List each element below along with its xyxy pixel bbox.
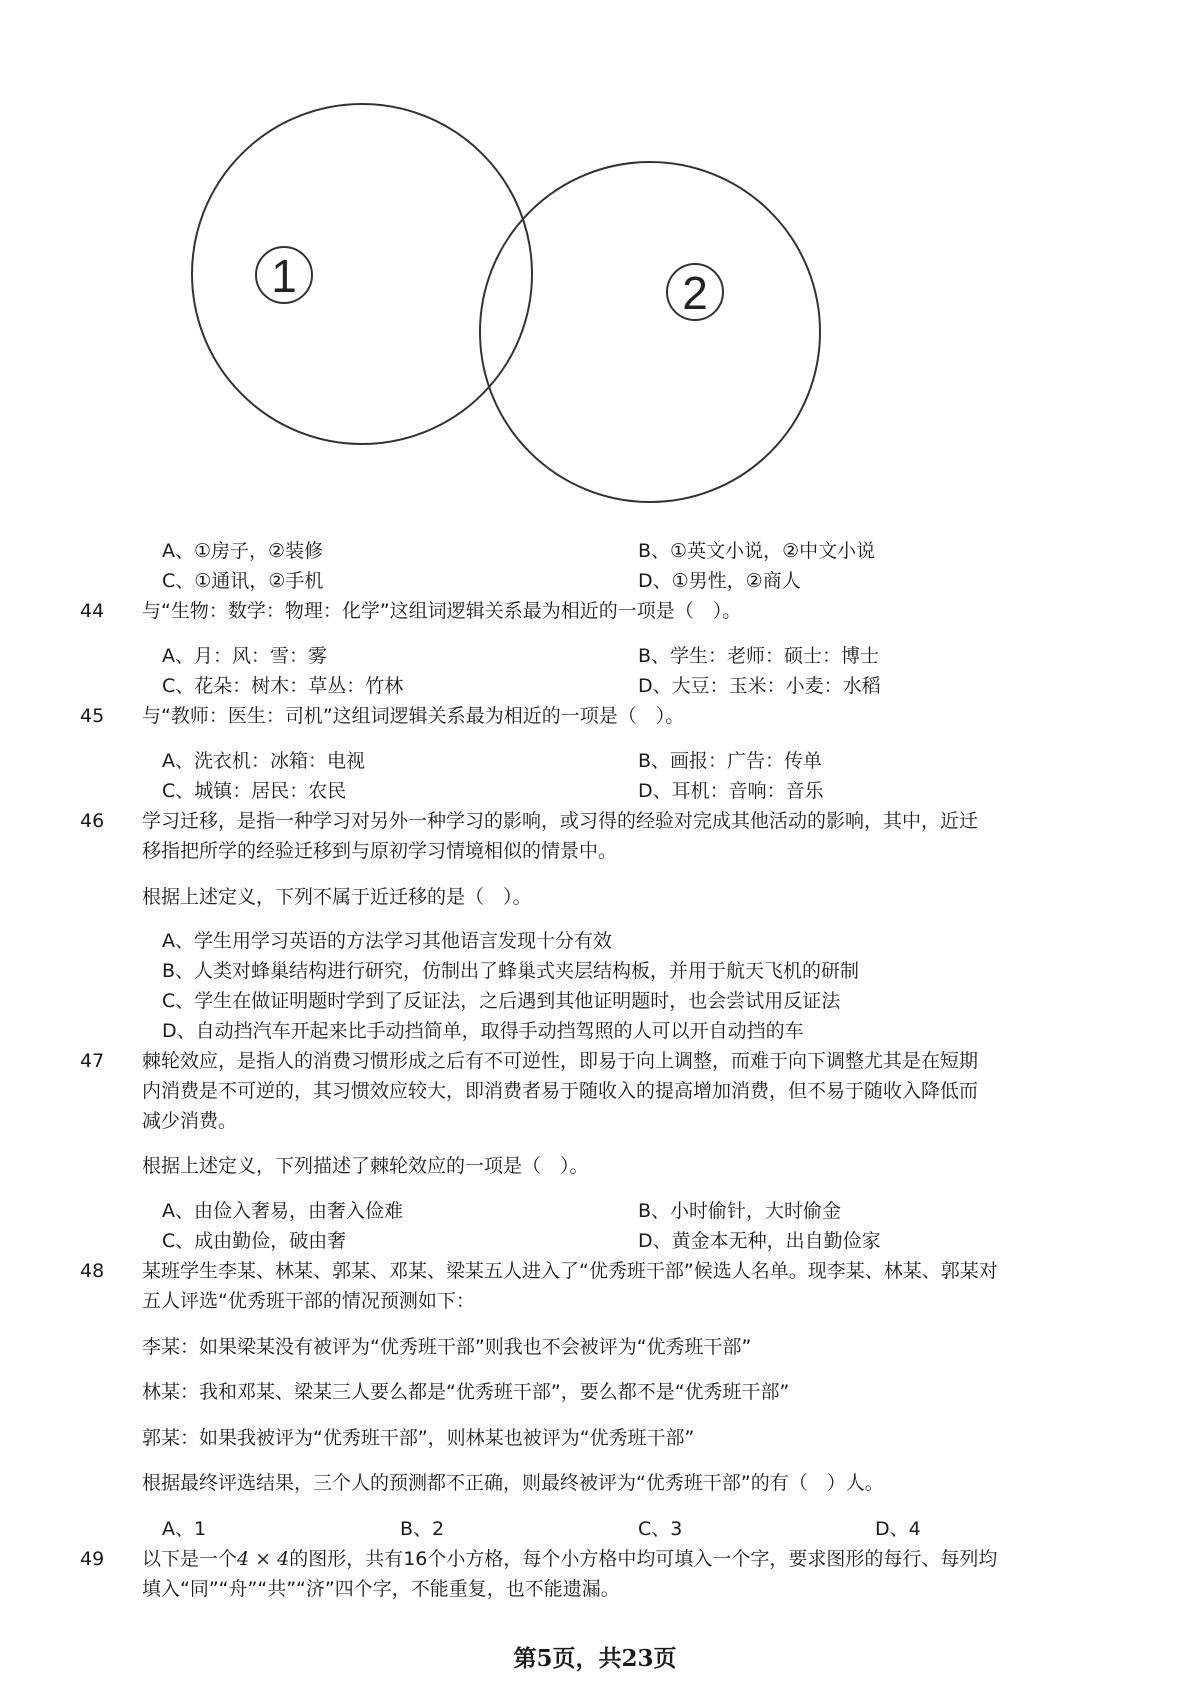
q46-number: 46 — [80, 810, 105, 832]
label-2: 2 — [682, 267, 708, 319]
q48-number: 48 — [80, 1260, 105, 1282]
q45-option-d[interactable]: D、耳机：音响：音乐 — [638, 780, 824, 802]
venn-diagram — [0, 0, 1190, 520]
q45-text: 与“教师：医生：司机”这组词逻辑关系最为相近的一项是（ ）。 — [142, 705, 685, 727]
q43-option-a[interactable]: A、①房子，②装修 — [162, 540, 324, 562]
q47-number: 47 — [80, 1050, 105, 1072]
q47-prompt: 根据上述定义，下列描述了棘轮效应的一项是（ ）。 — [142, 1155, 589, 1177]
q44-option-d[interactable]: D、大豆：玉米：小麦：水稻 — [638, 675, 881, 697]
q47-option-c[interactable]: C、成由勤俭，破由奢 — [162, 1230, 347, 1252]
q46-text-line1: 学习迁移，是指一种学习对另外一种学习的影响，或习得的经验对完成其他活动的影响，其中，近迁 — [142, 810, 979, 832]
q48-prompt: 根据最终评选结果，三个人的预测都不正确，则最终被评为“优秀班干部”的有（ ）人。 — [142, 1472, 884, 1494]
q46-option-c[interactable]: C、学生在做证明题时学到了反证法，之后遇到其他证明题时，也会尝试用反证法 — [162, 990, 841, 1012]
q44-option-a[interactable]: A、月：风：雪：雾 — [162, 645, 327, 667]
q49-math-grid-size: 4 × 4 — [237, 1548, 290, 1570]
q44-text: 与“生物：数学：物理：化学”这组词逻辑关系最为相近的一项是（ ）。 — [142, 600, 742, 622]
q48-option-a[interactable]: A、1 — [162, 1518, 207, 1540]
q46-prompt: 根据上述定义，下列不属于近迁移的是（ ）。 — [142, 886, 532, 908]
q43-option-b[interactable]: B、①英文小说，②中文小说 — [638, 540, 876, 562]
q48-text-line2: 五人评选“优秀班干部的情况预测如下： — [142, 1290, 475, 1312]
q46-option-a[interactable]: A、学生用学习英语的方法学习其他语言发现十分有效 — [162, 930, 612, 952]
q44-option-b[interactable]: B、学生：老师：硕士：博士 — [638, 645, 880, 667]
q49-number: 49 — [80, 1548, 105, 1570]
q47-text-line3: 减少消费。 — [142, 1110, 238, 1132]
q48-option-b[interactable]: B、2 — [400, 1518, 445, 1540]
page-footer: 第5页，共23页 — [513, 1645, 677, 1672]
q48-option-c[interactable]: C、3 — [638, 1518, 683, 1540]
circle-2 — [480, 162, 820, 502]
q44-option-c[interactable]: C、花朵：树木：草丛：竹林 — [162, 675, 404, 697]
q48-text-line1: 某班学生李某、林某、郭某、邓某、梁某五人进入了“优秀班干部”候选人名单。现李某、林某、郭某对 — [142, 1260, 998, 1282]
q49-text-line2: 填入“同”“舟”“共”“济”四个字，不能重复，也不能遗漏。 — [142, 1578, 620, 1600]
q49-text-pre: 以下是一个 — [142, 1548, 238, 1570]
q46-text-line2: 移指把所学的经验迁移到与原初学习情境相似的情景中。 — [142, 840, 618, 862]
q43-option-d[interactable]: D、①男性，②商人 — [638, 570, 801, 592]
q49-text-line1 — [142, 1546, 997, 1572]
q47-option-a[interactable]: A、由俭入奢易，由奢入俭难 — [162, 1200, 403, 1222]
q43-option-c[interactable]: C、①通讯，②手机 — [162, 570, 324, 592]
label-1: 1 — [271, 250, 297, 302]
q48-statement-lin: 林某：我和邓某、梁某三人要么都是“优秀班干部”，要么都不是“优秀班干部” — [142, 1381, 790, 1403]
q48-option-d[interactable]: D、4 — [875, 1518, 921, 1540]
q48-statement-li: 李某：如果梁某没有被评为“优秀班干部”则我也不会被评为“优秀班干部” — [142, 1336, 752, 1358]
q49-text-post: 的图形，共有16个小方格，每个小方格中均可填入一个字，要求图形的每行、每列均 — [289, 1548, 998, 1570]
q45-number: 45 — [80, 705, 105, 727]
q48-statement-guo: 郭某：如果我被评为“优秀班干部”，则林某也被评为“优秀班干部” — [142, 1427, 695, 1449]
q47-option-b[interactable]: B、小时偷针，大时偷金 — [638, 1200, 842, 1222]
q45-option-a[interactable]: A、洗衣机：冰箱：电视 — [162, 750, 365, 772]
circle-1 — [192, 104, 532, 444]
q46-option-b[interactable]: B、人类对蜂巢结构进行研究，仿制出了蜂巢式夹层结构板，并用于航天飞机的研制 — [162, 960, 860, 982]
q44-number: 44 — [80, 600, 105, 622]
q47-text-line2: 内消费是不可逆的，其习惯效应较大，即消费者易于随收入的提高增加消费，但不易于随收入降低而 — [142, 1080, 979, 1102]
q45-option-c[interactable]: C、城镇：居民：农民 — [162, 780, 347, 802]
q45-option-b[interactable]: B、画报：广告：传单 — [638, 750, 823, 772]
q47-option-d[interactable]: D、黄金本无种，出自勤俭家 — [638, 1230, 881, 1252]
q47-text-line1: 棘轮效应，是指人的消费习惯形成之后有不可逆性，即易于向上调整，而难于向下调整尤其是在短期 — [142, 1050, 979, 1072]
q46-option-d[interactable]: D、自动挡汽车开起来比手动挡简单，取得手动挡驾照的人可以开自动挡的车 — [162, 1020, 804, 1042]
